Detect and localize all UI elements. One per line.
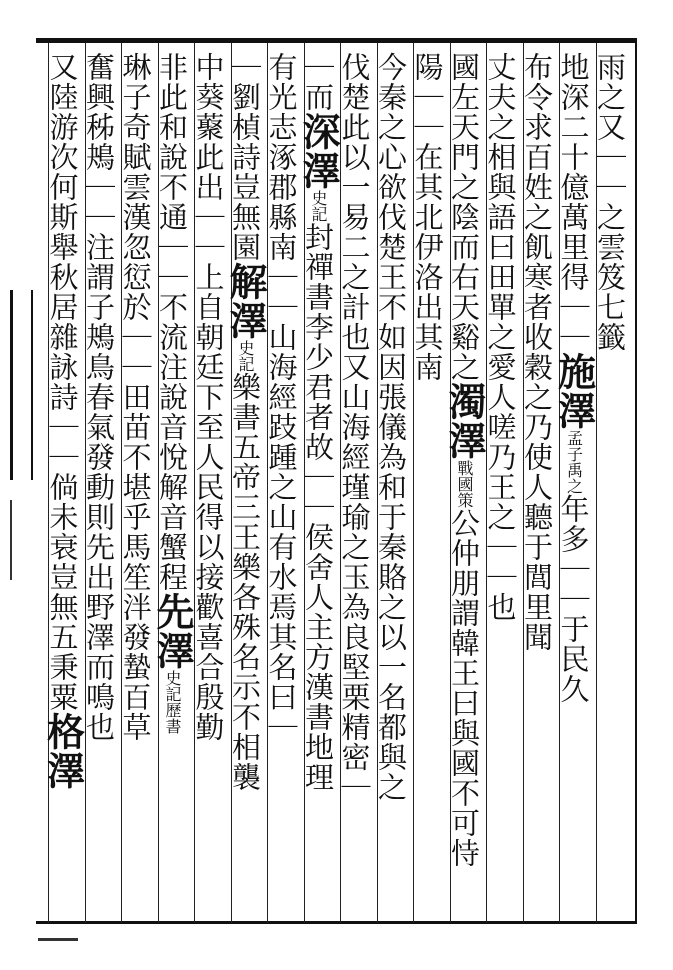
column-text: 有光 <box>264 52 299 112</box>
text-column <box>483 52 523 918</box>
entry-heading: 深澤 <box>296 112 341 190</box>
text-column <box>40 52 86 918</box>
source-note: 史記 <box>309 190 328 222</box>
column-text: 泮發蟄百草 <box>118 592 153 742</box>
text-column <box>374 52 414 918</box>
entry-heading: 格澤 <box>40 712 86 790</box>
text-column <box>118 52 158 918</box>
text-column <box>223 52 268 918</box>
page-edge-binding-lower <box>10 500 22 580</box>
column-text: 雨之又｜｜之雲笈七籤 <box>593 52 627 352</box>
text-column <box>551 52 597 918</box>
text-column <box>520 52 560 918</box>
text-column <box>337 52 377 918</box>
text-column <box>264 52 304 918</box>
column-text: 又陸游次何斯舉秋居雜詠詩｜｜倘未衰豈無五秉粟 <box>45 52 80 712</box>
text-column <box>442 52 487 918</box>
column-text: 公仲朋謂韓王曰與國不可恃 <box>447 508 481 868</box>
column-text: 封禪書李少君者故｜｜侯舍人主方漢書地理 <box>301 222 335 792</box>
column-text: 國左天門之陰而右天谿之 <box>447 52 481 382</box>
text-column <box>82 52 122 918</box>
text-column <box>191 52 231 918</box>
entry-heading: 施澤 <box>551 352 597 430</box>
source-note: 史記 <box>236 340 255 372</box>
text-column <box>410 52 450 918</box>
column-text: 陽｜｜在其北伊洛出其南 <box>410 52 445 382</box>
entry-heading: 解澤 <box>223 262 268 340</box>
source-note: 戰國策 <box>455 460 474 508</box>
text-column <box>296 52 341 918</box>
column-text: 奮興秭鴂｜｜注謂子鴂鳥春氣發動則先出野澤而鳴也 <box>82 52 116 742</box>
column-text: ｜而 <box>301 52 335 112</box>
column-text: 志涿郡縣南｜｜山海經跂踵之山有水焉其名曰｜ <box>264 112 299 742</box>
page-edge-binding <box>10 290 33 480</box>
entry-heading: 先澤 <box>150 592 195 670</box>
column-text: 中葵藂此出｜｜ <box>191 52 226 262</box>
source-note: 孟子禹之 <box>564 430 584 494</box>
column-text: 布令求百姓之飢寒者收穀之乃使人聽于閭里聞 <box>520 52 554 652</box>
column-text: 非此和說不通｜｜不流注說音悅解音蟹程 <box>155 52 189 592</box>
column-text: 地深二十億萬里得｜｜ <box>556 52 591 352</box>
text-column <box>150 52 195 918</box>
source-note: 史記歷書 <box>163 670 182 734</box>
column-text: 伐楚此以一易二之計也又山海經瑾瑜之玉為良堅栗精密｜ <box>337 52 372 802</box>
page-footer-mark <box>38 938 78 947</box>
column-text: 樂書五帝三王樂各殊名示不相襲 <box>228 372 262 792</box>
entry-heading: 濁澤 <box>442 382 487 460</box>
column-text: 丈夫之相與語曰田單之愛人嗟乃王之｜｜也 <box>483 52 518 622</box>
column-text: 年多｜｜于民久 <box>556 494 591 704</box>
column-text: 上自朝廷下至人民得以接歡喜合殷勤 <box>191 262 226 742</box>
column-text: 琳子奇賦雲漢忽愆於｜｜田苗不堪乎馬笙 <box>118 52 153 592</box>
column-text: ｜劉楨詩豈無園 <box>228 52 262 262</box>
column-text: 今秦之心欲伐楚王不如因張儀為和于秦賂之以一名都與之 <box>374 52 408 802</box>
text-column <box>593 52 633 918</box>
